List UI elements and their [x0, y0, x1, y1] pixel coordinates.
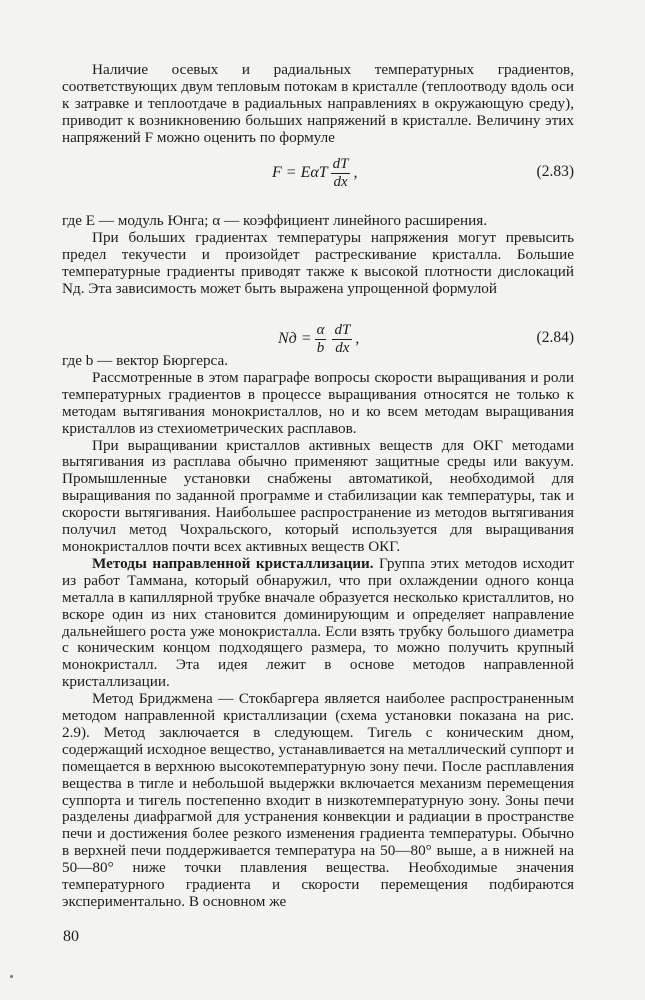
- paragraph-gradients: При больших градиентах температуры напряжения могут превысить предел текучести и произойдет растрескивание кристалла. Большие температурные градиенты приводят также к высокой плотности дислокаций Nд. Эта зависимость может быть выражена упрощенной формулой: [62, 228, 574, 297]
- formula-2-83-lhs: F = EαT: [272, 164, 328, 181]
- formula-2-84-tail: ,: [355, 330, 360, 347]
- paragraph-burgers: где b — вектор Бюргерса.: [62, 352, 229, 369]
- paragraph-young-modulus: где E — модуль Юнга; α — коэффициент линейного расширения.: [62, 212, 488, 229]
- paragraph-directional: [62, 556, 574, 691]
- page-number: 80: [63, 928, 79, 945]
- formula-2-84-lhs: Nд =: [278, 330, 312, 347]
- formula-2-84-fraction-1: [315, 322, 327, 357]
- paragraph-growth-rate: Рассмотренные в этом параграфе вопросы скорости выращивания и роли температурных градиентов в процессе выращивания относятся не только к методам вытягивания монокристаллов, но и ко всем методам выращивания кристаллов из стехиометрических расплавов.: [62, 368, 574, 437]
- text-section-3: [62, 353, 574, 911]
- formula-2-83-fraction: [331, 156, 351, 191]
- formula-2-83-expression: [272, 153, 357, 193]
- text-section-2: [62, 213, 574, 298]
- formula-2-83-number: (2.83): [536, 163, 574, 180]
- paragraph-bridgman: Метод Бриджмена — Стокбаргера является наиболее распространенным методом направленной кристаллизации (схема установки показана на рис. 2.9). Метод заключается в следующем. Тигель с коническим дном, содержащий исходное вещество, устанавливается на металлический суппорт и помещается в верхнюю высокотемпературную зону печи. После расплавления вещества в тигле и небольшой выдержки включается механизм перемещения суппорта и тигель постепенно входит в низкотемпературную зону. Зоны печи разделены диафрагмой для устранения конвекции и радиации в пространстве печи и достижения более резкого изменения градиента температуры. Обычно в верхней печи поддерживается температура на 50—80° выше, а в нижней на 50—80° ниже точки плавления вещества. Необходимые значения температурного градиента и скорости перемещения подбираются экспериментально. В основном же: [62, 690, 574, 910]
- formula-2-84-denominator-2: dx: [335, 339, 350, 356]
- formula-2-84-numerator-1: α: [316, 321, 325, 338]
- section-heading-directional-crystallization: Методы направленной кристаллизации.: [92, 554, 374, 572]
- formula-2-83-tail: ,: [353, 164, 358, 181]
- formula-2-84-fraction-2: [332, 322, 352, 357]
- formula-2-84-numerator-2: dT: [334, 321, 351, 338]
- paragraph-directional-text: Группа этих методов исходит из работ Таммана, который обнаружил, что при охлаждении одного конца металла в капиллярной трубке вначале образуется несколько кристаллитов, но вскоре один из них становится доминирующим и определяет направление дальнейшего роста уже монокристалла. Если взять трубку большого диаметра с коническим концом подходящего размера, то можно получить крупный монокристалл. Эта идея лежит в основе методов направленной кристаллизации.: [62, 554, 574, 691]
- formula-2-84-number: (2.84): [536, 329, 574, 346]
- paragraph-stress: Наличие осевых и радиальных температурных градиентов, соответствующих двум тепловым потокам в кристалле (теплоотводу вдоль оси к затравке и теплоотдаче в радиальных направлениях в окружающую среду), приводит к возникновению больших напряжений в кристалле. Величину этих напряжений F можно оценить по формуле: [62, 61, 574, 146]
- formula-2-83-numerator: dT: [332, 155, 349, 172]
- paragraph-okg: При выращивании кристаллов активных веществ для ОКГ методами вытягивания из расплава обычно применяют защитные среды или вакуум. Промышленные установки снабжены автоматикой, необходимой для выращивания по заданной программе и стабилизации как температуры, так и скорости вытягивания. Наибольшее распространение из методов вытягивания получил метод Чохральского, который используется для выращивания монокристаллов почти всех активных веществ ОКГ.: [62, 436, 574, 555]
- formula-2-84-denominator-1: b: [316, 339, 325, 356]
- print-speck: [10, 975, 13, 978]
- text-section-1: [62, 62, 574, 147]
- formula-2-83: [62, 153, 574, 193]
- formula-2-83-denominator: dx: [333, 173, 348, 190]
